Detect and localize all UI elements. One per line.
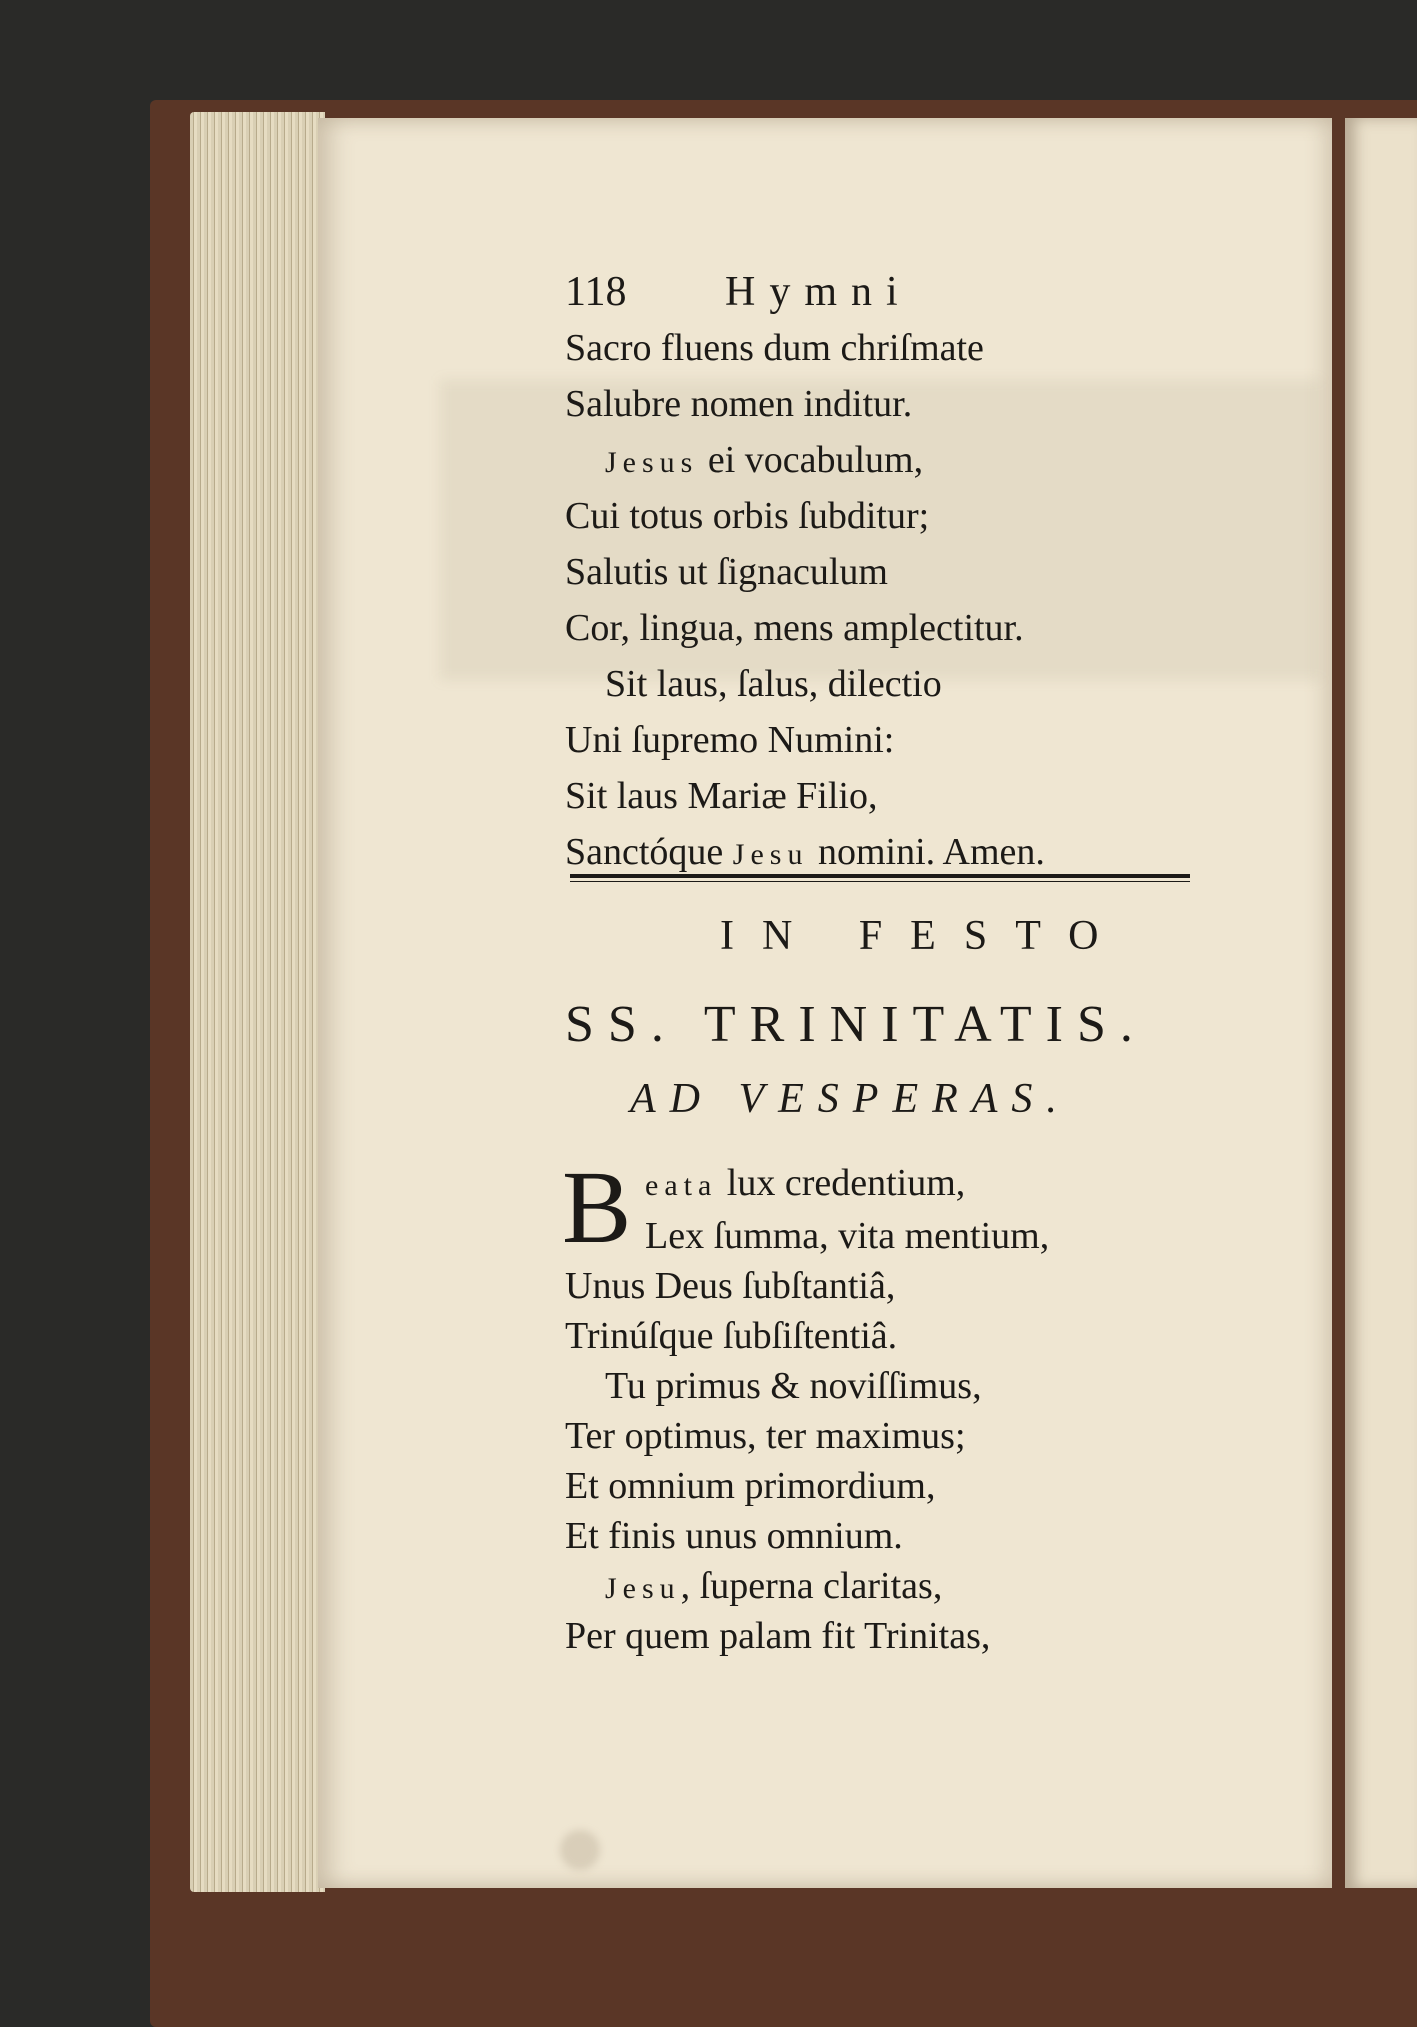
verse-line: Salubre nomen inditur. [565,383,913,425]
verse-line: Et finis unus omnium. [565,1515,903,1557]
verse-line: Sacro fluens dum chriſmate [565,327,984,369]
verse-line: Jesu, ſuperna claritas, [605,1565,943,1607]
section-divider [570,874,1190,878]
verse-line: Sit laus Mariæ Filio, [565,775,878,817]
page-edges [190,112,325,1892]
section-title-trinitatis: SS. TRINITATIS. [565,996,1147,1053]
verse-line: Unus Deus ſubſtantiâ, [565,1265,896,1307]
page-number: 118 [565,269,627,315]
section-title-festo: IN FESTO [720,913,1127,959]
right-page-edge [1345,118,1417,1888]
verse-line: Salutis ut ſignaculum [565,551,888,593]
page-header [565,268,912,316]
paper-stain [560,1830,600,1870]
verse-line: Cor, lingua, mens amplectitur. [565,607,1024,649]
verse-line: Cui totus orbis ſubditur; [565,495,930,537]
section-subtitle-vesperas: AD VESPERAS. [630,1076,1071,1122]
verse-line: Trinúſque ſubſiſtentiâ. [565,1315,898,1357]
verse-line: Jesus ei vocabulum, [605,439,924,481]
verse-line: Tu primus & noviſſimus, [605,1365,982,1407]
verse-line: Ter optimus, ter maximus; [565,1415,966,1457]
verse-line: Sanctóque Jesu nomini. Amen. [565,831,1045,873]
verse-line: Per quem palam fit Trinitas, [565,1615,991,1657]
verse-line: Lex ſumma, vita mentium, [645,1215,1050,1257]
running-title: Hymni [725,269,912,315]
verse-line: Sit laus, ſalus, dilectio [605,663,942,705]
verse-line: Et omnium primordium, [565,1465,936,1507]
verse-line: eata lux credentium, [645,1162,966,1204]
drop-cap: B [562,1150,632,1265]
verse-line: Uni ſupremo Numini: [565,719,895,761]
